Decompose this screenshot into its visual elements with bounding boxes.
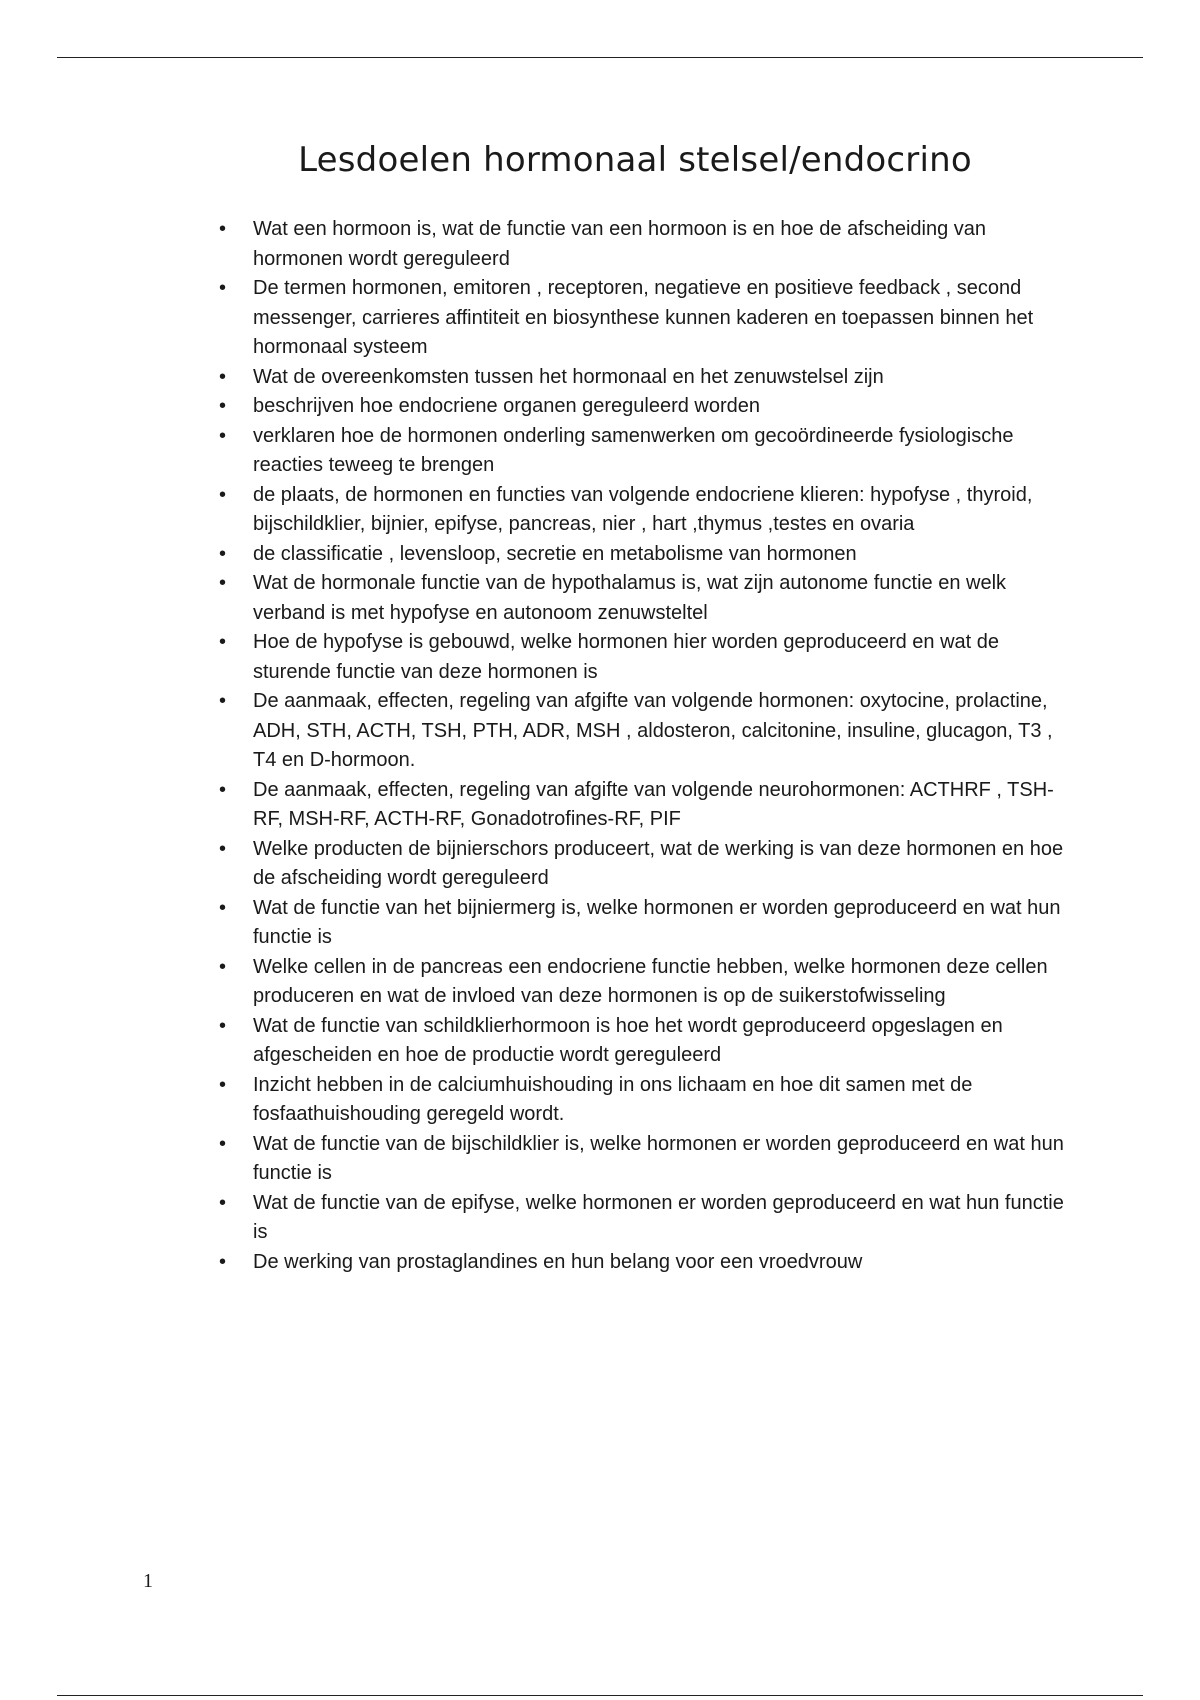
list-item-text: Inzicht hebben in de calciumhuishouding in ons lichaam en hoe dit samen met de fosfaathuishouding geregeld wordt. bbox=[253, 1073, 973, 1125]
list-item-text: verklaren hoe de hormonen onderling samenwerken om gecoördineerde fysiologische reacties teweeg te brengen bbox=[253, 424, 1014, 476]
bullet-icon: • bbox=[219, 365, 227, 388]
list-item bbox=[215, 569, 1067, 628]
footer-rule bbox=[57, 1695, 1143, 1696]
list-item-text: De aanmaak, effecten, regeling van afgifte van volgende neurohormonen: ACTHRF , TSH-RF, MSH-RF, ACTH-RF, Gonadotrofines-RF, PIF bbox=[253, 778, 1054, 830]
list-item bbox=[215, 1012, 1067, 1071]
bullet-icon: • bbox=[219, 1250, 227, 1273]
bullet-icon: • bbox=[219, 631, 227, 653]
list-item-text: De aanmaak, effecten, regeling van afgifte van volgende hormonen: oxytocine, prolactine, ADH, STH, ACTH, TSH, PTH, ADR, MSH , aldosteron, calcitonine, insuline, glucagon, T3 , T4 en D-hormoon. bbox=[253, 690, 1053, 771]
list-item-text: Welke cellen in de pancreas een endocriene functie hebben, welke hormonen deze cellen produceren en wat de invloed van deze hormonen is op de suikerstofwisseling bbox=[253, 955, 1048, 1007]
bullet-icon: • bbox=[219, 1014, 227, 1037]
bullet-icon: • bbox=[219, 483, 227, 506]
header-rule bbox=[57, 57, 1143, 58]
list-item bbox=[215, 540, 1067, 570]
bullet-icon: • bbox=[219, 690, 227, 712]
bullet-icon: • bbox=[219, 1073, 227, 1096]
list-item bbox=[215, 835, 1067, 894]
page-number: 1 bbox=[143, 1570, 153, 1592]
list-item bbox=[215, 1248, 1067, 1278]
bullet-icon: • bbox=[219, 778, 227, 801]
list-item bbox=[215, 894, 1067, 953]
list-item-text: Welke producten de bijnierschors produceert, wat de werking is van deze hormonen en hoe de afscheiding wordt gereguleerd bbox=[253, 837, 1064, 889]
list-item bbox=[215, 274, 1067, 363]
list-item-text: De termen hormonen, emitoren , receptoren, negatieve en positieve feedback , second messenger, carrieres affintiteit en biosynthese kunnen kaderen en toepassen binnen het hormonaal systeem bbox=[253, 277, 1034, 358]
bullet-icon: • bbox=[219, 955, 227, 978]
page-title: Lesdoelen hormonaal stelsel/endocrino bbox=[298, 140, 972, 180]
list-item-text: Wat een hormoon is, wat de functie van een hormoon is en hoe de afscheiding van hormonen wordt gereguleerd bbox=[253, 218, 987, 270]
bullet-icon: • bbox=[219, 896, 227, 919]
bullet-icon: • bbox=[219, 395, 227, 417]
list-item bbox=[215, 422, 1067, 481]
bullet-icon: • bbox=[219, 1191, 227, 1214]
list-item bbox=[215, 363, 1067, 393]
list-item-text: Wat de hormonale functie van de hypothalamus is, wat zijn autonome functie en welk verband is met hypofyse en autonoom zenuwsteltel bbox=[253, 572, 1007, 624]
list-item-text: beschrijven hoe endocriene organen gereguleerd worden bbox=[253, 395, 761, 417]
learning-objectives-list bbox=[215, 215, 1067, 1277]
bullet-icon: • bbox=[219, 277, 227, 299]
list-item-text: de classificatie , levensloop, secretie en metabolisme van hormonen bbox=[253, 542, 857, 565]
list-item-text: Wat de functie van het bijniermerg is, welke hormonen er worden geproduceerd en wat hun functie is bbox=[253, 896, 1061, 948]
list-item-text: De werking van prostaglandines en hun belang voor een vroedvrouw bbox=[253, 1250, 863, 1273]
list-item-text: Wat de functie van schildklierhormoon is hoe het wordt geproduceerd opgeslagen en afgescheiden en hoe de productie wordt gereguleerd bbox=[253, 1014, 1003, 1066]
bullet-icon: • bbox=[219, 837, 227, 860]
bullet-icon: • bbox=[219, 542, 227, 565]
list-item bbox=[215, 687, 1067, 776]
list-item bbox=[215, 1071, 1067, 1130]
list-item-text: Wat de functie van de bijschildklier is, welke hormonen er worden geproduceerd en wat hun functie is bbox=[253, 1132, 1064, 1184]
list-item bbox=[215, 953, 1067, 1012]
list-item-text: Wat de overeenkomsten tussen het hormonaal en het zenuwstelsel zijn bbox=[253, 365, 884, 388]
list-item-text: Hoe de hypofyse is gebouwd, welke hormonen hier worden geproduceerd en wat de sturende functie van deze hormonen is bbox=[253, 631, 1000, 683]
list-item bbox=[215, 215, 1067, 274]
bullet-icon: • bbox=[219, 1132, 227, 1155]
bullet-icon: • bbox=[219, 424, 227, 447]
list-item bbox=[215, 392, 1067, 422]
list-item bbox=[215, 1130, 1067, 1189]
list-item bbox=[215, 481, 1067, 540]
bullet-icon: • bbox=[219, 572, 227, 594]
list-item bbox=[215, 1189, 1067, 1248]
list-item bbox=[215, 776, 1067, 835]
list-item-text: Wat de functie van de epifyse, welke hormonen er worden geproduceerd en wat hun functie is bbox=[253, 1191, 1064, 1243]
bullet-icon: • bbox=[219, 218, 227, 240]
list-item-text: de plaats, de hormonen en functies van volgende endocriene klieren: hypofyse , thyroid, bijschildklier, bijnier, epifyse, pancreas, nier , hart ,thymus ,testes en ovaria bbox=[253, 483, 1033, 535]
list-item bbox=[215, 628, 1067, 687]
